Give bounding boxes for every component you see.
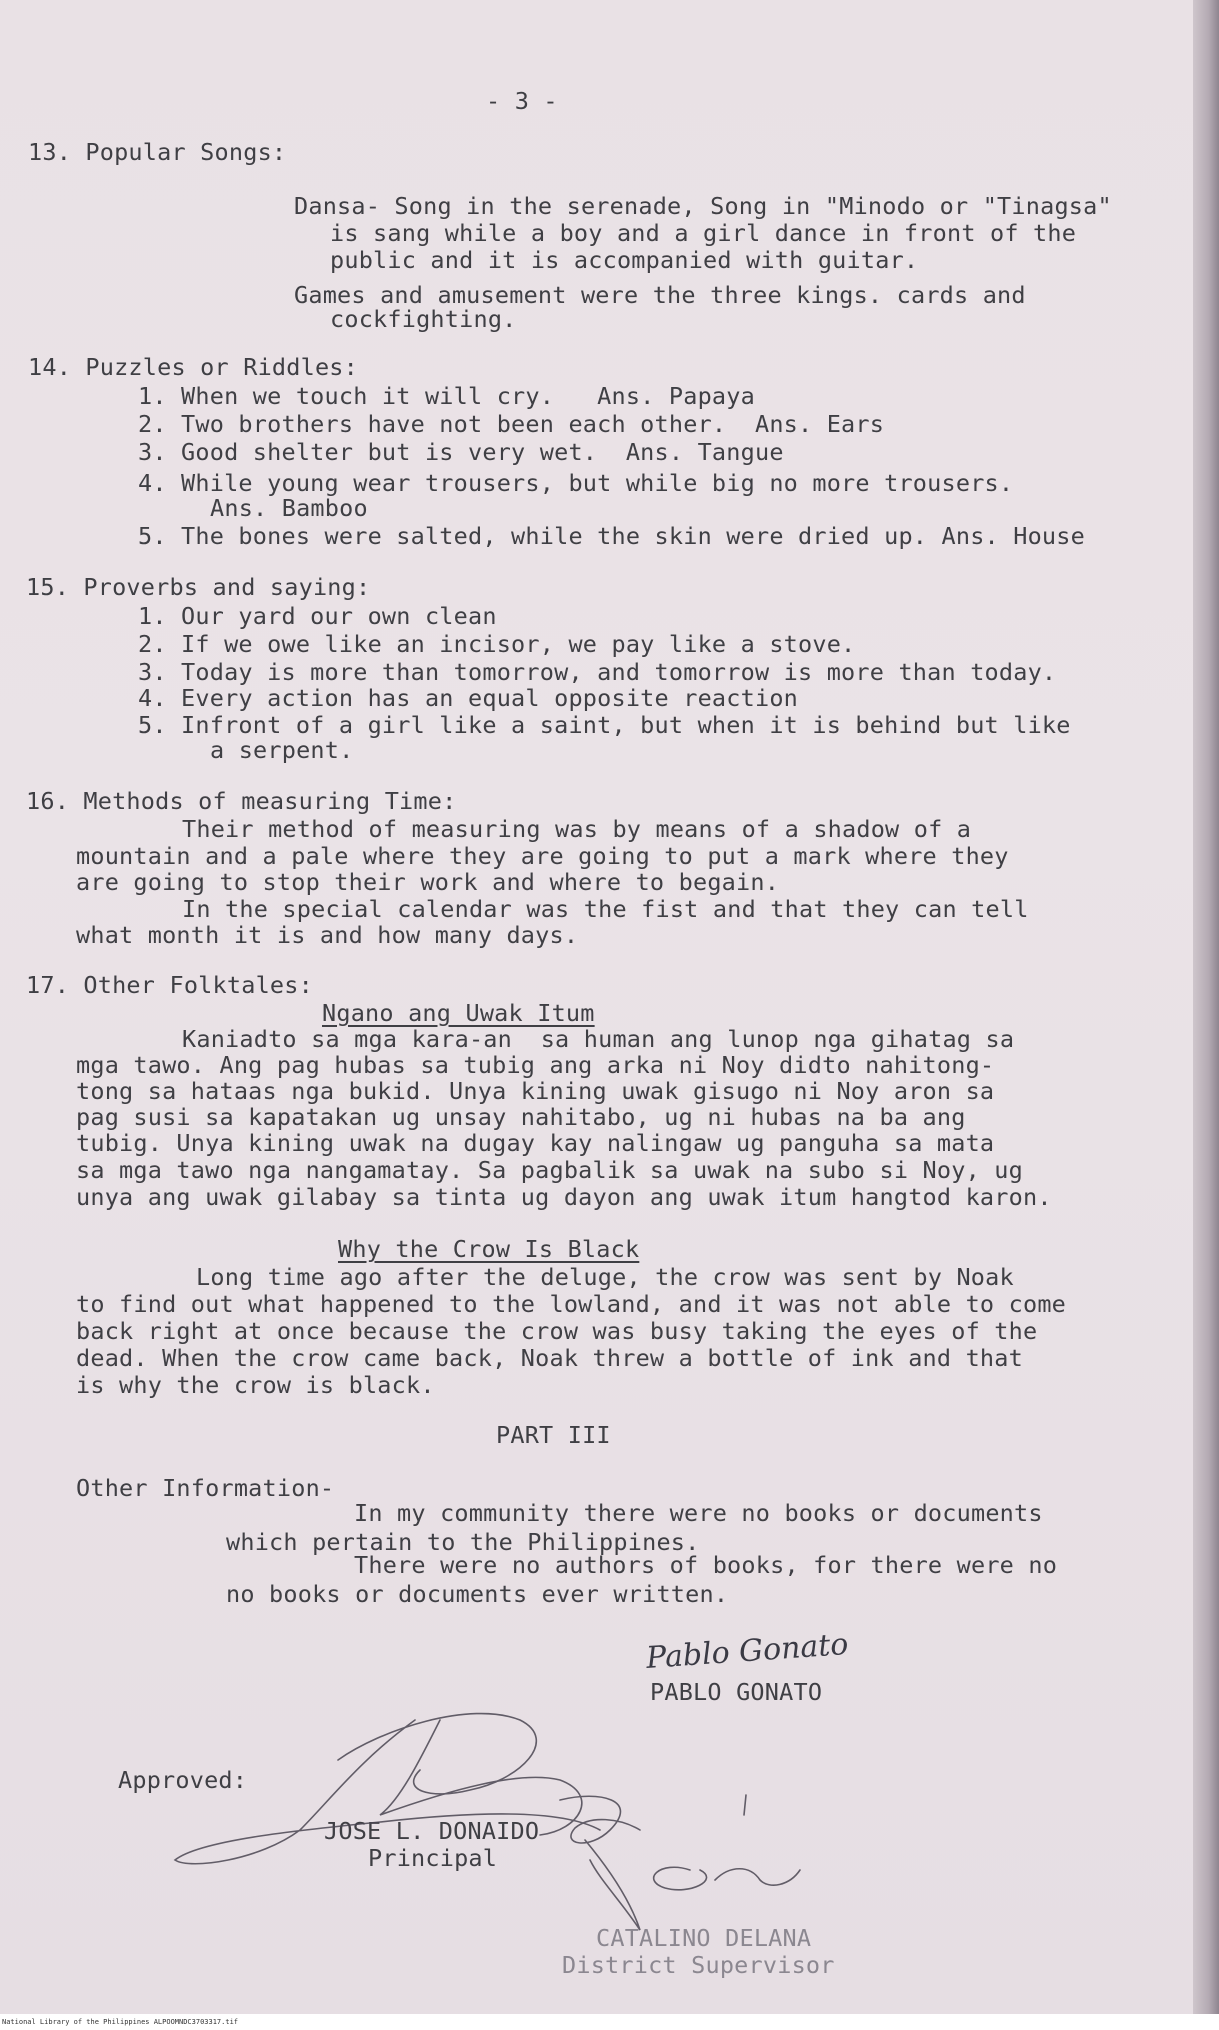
riddle-4-answer: Ans. Bamboo (210, 494, 368, 522)
story-2-line-5: is why the crow is black. (76, 1371, 435, 1399)
s13-line-5: cockfighting. (330, 305, 517, 333)
pablo-name: PABLO GONATO (650, 1678, 823, 1706)
proverb-5-cont: a serpent. (210, 736, 354, 764)
part3-line-2: which pertain to the Philippines. (226, 1528, 700, 1556)
riddle-1: 1. When we touch it will cry. Ans. Papaya (138, 382, 755, 410)
section-13-heading: 13. Popular Songs: (28, 138, 287, 166)
s13-line-2: is sang while a boy and a girl dance in front of the (330, 219, 1077, 247)
supervisor-name: CATALINO DELANA (596, 1924, 812, 1952)
part3-line-1: In my community there were no books or documents (354, 1499, 1043, 1527)
section-16-heading: 16. Methods of measuring Time: (26, 787, 457, 815)
proverb-4: 4. Every action has an equal opposite reaction (138, 684, 799, 712)
s13-line-1: Dansa- Song in the serenade, Song in "Minodo or "Tinagsa" (294, 192, 1112, 220)
proverb-2: 2. If we owe like an incisor, we pay like a stove. (138, 630, 856, 658)
story-1-line-4: pag susi sa kapatakan ug unsay nahitabo, ug ni hubas na ba ang (76, 1103, 966, 1131)
principal-title: Principal (368, 1844, 498, 1872)
s16-line-4: In the special calendar was the fist and that they can tell (182, 895, 1029, 923)
part3-line-4: no books or documents ever written. (226, 1580, 729, 1608)
s16-line-2: mountain and a pale where they are going to put a mark where they (76, 842, 1009, 870)
story-1-line-7: unya ang uwak gilabay sa tinta ug dayon ang uwak itum hangtod karon. (76, 1183, 1052, 1211)
riddle-3: 3. Good shelter but is very wet. Ans. Tangue (138, 438, 784, 466)
part3-line-3: There were no authors of books, for there were no (354, 1551, 1058, 1579)
story-1-title: Ngano ang Uwak Itum (322, 999, 595, 1027)
story-1-line-2: mga tawo. Ang pag hubas sa tubig ang arka ni Noy didto nahitong- (76, 1051, 995, 1079)
story-2-line-4: dead. When the crow came back, Noak threw a bottle of ink and that (76, 1344, 1023, 1372)
riddle-2: 2. Two brothers have not been each other. Ans. Ears (138, 410, 885, 438)
other-info-label: Other Information- (76, 1474, 335, 1502)
page-number: - 3 - (486, 87, 558, 115)
approved-label: Approved: (118, 1766, 248, 1794)
riddle-5: 5. The bones were salted, while the skin were dried up. Ans. House (138, 522, 1085, 550)
story-1-line-1: Kaniadto sa mga kara-an sa human ang lunop nga gihatag sa (182, 1025, 1015, 1053)
s16-line-1: Their method of measuring was by means of a shadow of a (182, 815, 972, 843)
story-2-title: Why the Crow Is Black (338, 1235, 640, 1263)
story-1-line-3: tong sa hataas nga bukid. Unya kining uwak gisugo ni Noy aron sa (76, 1077, 995, 1105)
s13-line-4: Games and amusement were the three kings. cards and (294, 281, 1026, 309)
proverb-1: 1. Our yard our own clean (138, 602, 497, 630)
pablo-signature: Pablo Gonato (645, 1626, 850, 1677)
s16-line-3: are going to stop their work and where to begain. (76, 868, 780, 896)
story-2-line-3: back right at once because the crow was busy taking the eyes of the (76, 1317, 1038, 1345)
story-1-line-6: sa mga tawo nga nangamatay. Sa pagbalik sa uwak na subo si Noy, ug (76, 1156, 1023, 1184)
binder-edge (1193, 0, 1219, 2030)
s16-line-5: what month it is and how many days. (76, 921, 579, 949)
story-1-line-5: tubig. Unya kining uwak na dugay kay nalingaw ug panguha sa mata (76, 1129, 995, 1157)
principal-name: JOSE L. DONAIDO (324, 1817, 540, 1845)
section-17-heading: 17. Other Folktales: (26, 971, 313, 999)
story-2-line-2: to find out what happened to the lowland, and it was not able to come (76, 1290, 1067, 1318)
section-14-heading: 14. Puzzles or Riddles: (28, 353, 359, 381)
supervisor-title: District Supervisor (562, 1951, 835, 1979)
part-3-heading: PART III (496, 1421, 611, 1449)
section-15-heading: 15. Proverbs and saying: (26, 573, 371, 601)
proverb-5: 5. Infront of a girl like a saint, but when it is behind but like (138, 711, 1071, 739)
riddle-4: 4. While young wear trousers, but while big no more trousers. (138, 469, 1014, 497)
proverb-3: 3. Today is more than tomorrow, and tomorrow is more than today. (138, 658, 1057, 686)
s13-line-3: public and it is accompanied with guitar. (330, 246, 919, 274)
story-2-line-1: Long time ago after the deluge, the crow was sent by Noak (196, 1263, 1014, 1291)
scan-footer: National Library of the Philippines ALPOOMNDC3703317.tif (0, 2014, 1219, 2030)
